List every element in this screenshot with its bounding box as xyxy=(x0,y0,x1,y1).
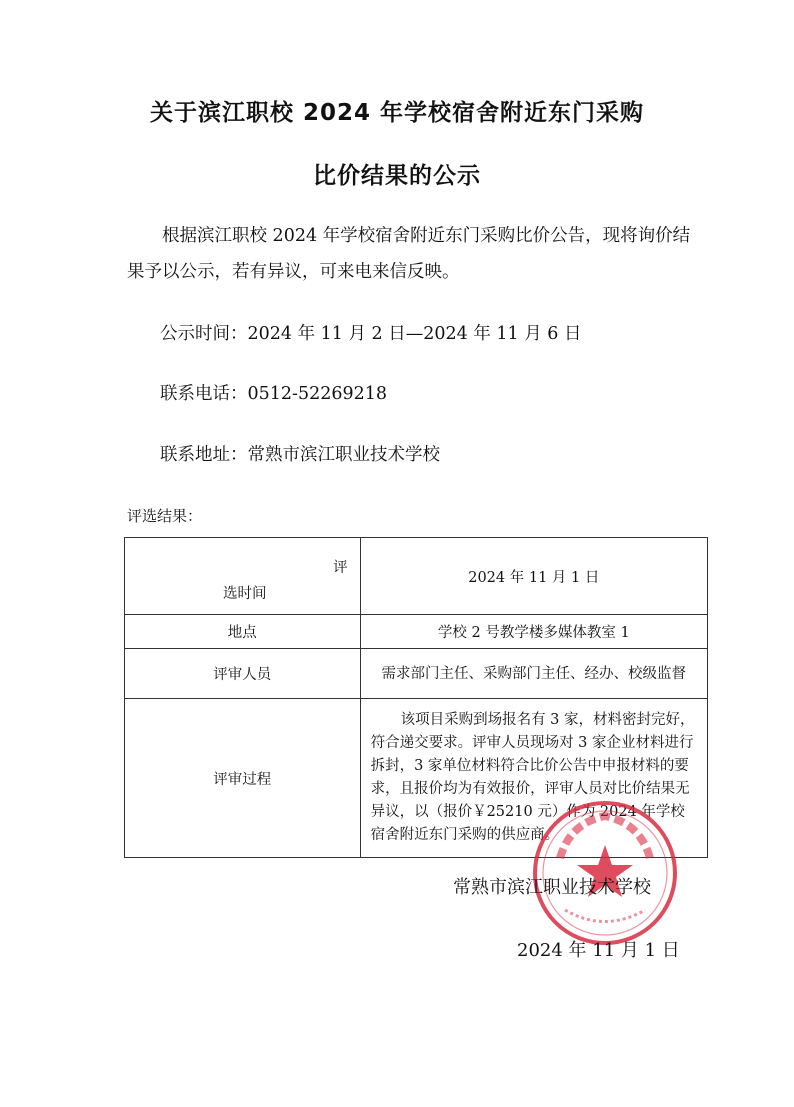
reviewers-value: 需求部门主任、采购部门主任、经办、校级监督 xyxy=(360,649,707,699)
notice-period: 公示时间：2024 年 11 月 2 日—2024 年 11 月 6 日 xyxy=(160,324,582,344)
review-time-label-a: 评 xyxy=(333,560,348,576)
title-line-1: 关于滨江职校 2024 年学校宿舍附近东门采购 xyxy=(149,100,645,126)
title-line-2: 比价结果的公示 xyxy=(313,163,481,189)
reviewers-label: 评审人员 xyxy=(125,649,361,699)
review-process-value: 该项目采购到场报名有 3 家，材料密封完好，符合递交要求。评审人员现场对 3 家企业材料进行拆封，3 家单位材料符合比价公告中申报材料的要求，且报价均为有效报价，评审人员对比价结果无异议，以（报价￥25210 元）作为 2024 年学校宿舍附近东门采购的供应商。 xyxy=(360,699,707,858)
contact-address: 联系地址：常熟市滨江职业技术学校 xyxy=(160,445,440,465)
location-label: 地点 xyxy=(125,615,361,649)
table-row xyxy=(125,649,708,699)
contact-phone: 联系电话：0512-52269218 xyxy=(160,384,388,404)
review-process-label: 评审过程 xyxy=(125,699,361,858)
signature-org: 常熟市滨江职业技术学校 xyxy=(453,877,651,898)
table-row xyxy=(125,615,708,649)
table-row xyxy=(125,538,708,615)
signature-date: 2024 年 11 月 1 日 xyxy=(517,940,680,961)
intro-paragraph: 根据滨江职校 2024 年学校宿舍附近东门采购比价公告，现将询价结果予以公示，若有异议，可来电来信反映。 xyxy=(127,226,691,282)
review-time-value: 2024 年 11 月 1 日 xyxy=(360,538,707,615)
table-cell-key xyxy=(125,538,361,615)
review-time-label-b: 选时间 xyxy=(223,586,267,602)
location-value: 学校 2 号教学楼多媒体教室 1 xyxy=(360,615,707,649)
results-label: 评选结果： xyxy=(127,507,203,525)
